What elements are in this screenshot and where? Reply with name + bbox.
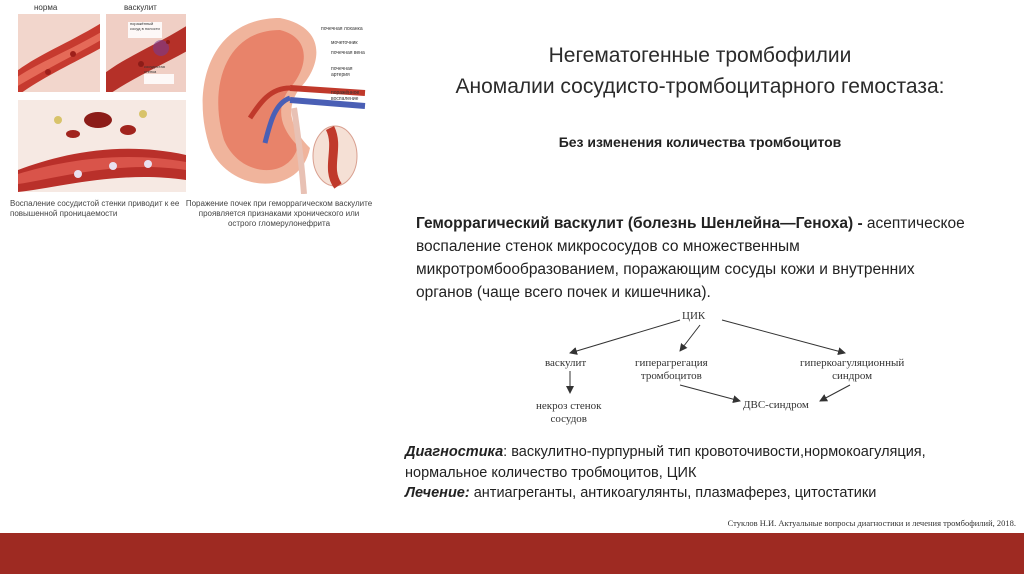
definition-line-1-rest: асептическое (862, 215, 965, 232)
caption-right (184, 199, 374, 229)
caption-left-line: повышенной проницаемости (10, 209, 118, 218)
kidney-label: поражённое воспаление (331, 90, 360, 102)
label-damaged-vessel: поражённый сосуд в полости (130, 21, 160, 31)
label-vasculitis: васкулит (124, 3, 157, 12)
arrow-cik-vasculitis (570, 320, 680, 353)
title-line-1: Негематогенные тромбофилии (548, 44, 852, 67)
diagnostics-line-2: нормальное количество тробмоцитов, ЦИК (405, 464, 697, 481)
caption-left-line: Воспаление сосудистой стенки приводит к ее (10, 199, 180, 208)
title-line-2: Аномалии сосудисто-тромбоцитарного гемостаза: (455, 75, 945, 98)
treatment-text: антиагреганты, антикоагулянты, плазмаферез, цитостатики (469, 485, 877, 501)
arrow-cik-hypercoag (722, 320, 845, 353)
node-hyperaggregation (635, 357, 708, 383)
diagnostics-text: : васкулитно-пурпурный тип кровоточивости,нормокоагуляция, (503, 444, 926, 460)
kidney-label: почечная лоханка (321, 26, 363, 32)
diagnostics-line-1 (405, 442, 1015, 463)
pathogenesis-diagram (500, 305, 980, 435)
vessel-inflammation-image (18, 100, 186, 192)
definition-line-2: воспаление стенок микрососудов со множественным (416, 238, 800, 255)
treatment-label: Лечение: (405, 485, 470, 501)
slide-title (380, 40, 1020, 102)
arrow-aggregation-dic (680, 385, 740, 401)
node-hypercoagulation (800, 357, 904, 383)
caption-right-line: Поражение почек при геморрагическом васкулите (185, 199, 373, 208)
node-cik: ЦИК (682, 310, 706, 322)
node-dic: ДВС-синдром (743, 399, 809, 411)
citation: Стуклов Н.И. Актуальные вопросы диагностики и лечения тромбофилий, 2018. (727, 518, 1016, 528)
kidney-label: почечная артерия (331, 66, 353, 78)
node-hyperaggregation-line: тромбоцитов (640, 370, 702, 382)
kidney-label: мочеточник (331, 40, 358, 46)
normal-vessel-image (18, 14, 100, 92)
caption-right-line: проявляется признаками хронического или (198, 209, 360, 218)
subtitle: Без изменения количества тромбоцитов (558, 134, 842, 150)
kidney-label: почечная вена (331, 50, 365, 56)
caption-left (10, 199, 190, 219)
illustrations (4, 0, 374, 240)
diagnostics-label: Диагностика (405, 444, 504, 460)
arrow-hypercoag-dic (820, 385, 850, 401)
node-vasculitis: васкулит (545, 357, 587, 369)
footer-band (0, 533, 1024, 574)
definition-paragraph (416, 212, 1016, 304)
label-vessel-wall: сосудистая стенка (144, 64, 165, 74)
node-hyperaggregation-line: гиперагрегация (635, 357, 708, 369)
definition-line-4: органов (чаще всего почек и кишечника). (416, 284, 711, 301)
diagnostics-block (405, 442, 1015, 504)
node-hypercoagulation-line: синдром (832, 370, 873, 382)
arrow-cik-aggregation (680, 325, 700, 351)
caption-right-line: острого гломерулонефрита (227, 219, 331, 228)
definition-term: Геморрагический васкулит (болезнь Шенлейна—Геноха) - (416, 215, 863, 232)
treatment-line (405, 483, 1015, 504)
definition-line-1 (416, 212, 1016, 235)
definition-line-3: микротромбообразованием, поражающим сосуды кожи и внутренних (416, 261, 915, 278)
node-necrosis-line: некроз стенок (536, 400, 602, 412)
node-necrosis (536, 400, 602, 426)
node-necrosis-line: сосудов (550, 413, 587, 425)
node-hypercoagulation-line: гиперкоагуляционный (800, 357, 905, 369)
label-norm: норма (34, 3, 58, 12)
